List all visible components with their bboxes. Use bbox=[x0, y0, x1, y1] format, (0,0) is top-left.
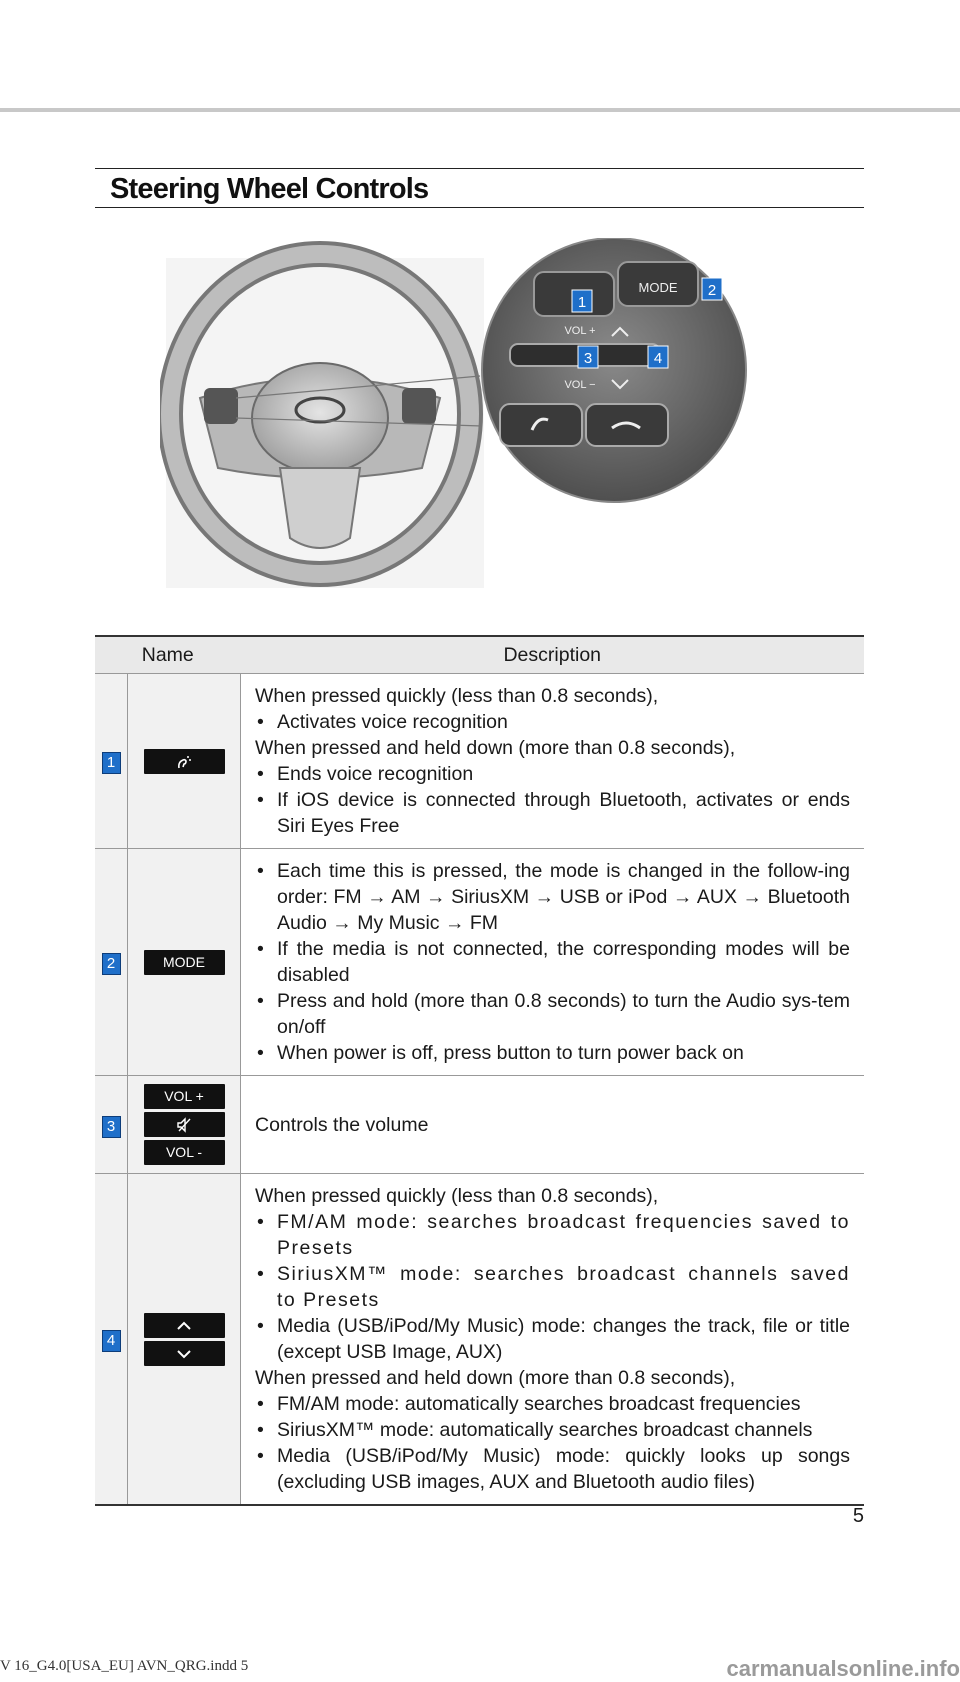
steering-wheel-figure bbox=[160, 238, 800, 588]
callout-2: 2 bbox=[708, 282, 716, 299]
desc-bullet: • Activates voice recognition bbox=[255, 709, 850, 735]
mode-button: MODE bbox=[144, 950, 225, 975]
section-title-box bbox=[95, 168, 864, 208]
row-number-badge: 4 bbox=[102, 1330, 121, 1352]
vol-down-button: VOL - bbox=[144, 1140, 225, 1165]
controls-table bbox=[95, 635, 864, 1506]
table-row bbox=[95, 1076, 864, 1174]
mute-icon bbox=[176, 1117, 192, 1133]
vol-up-button: VOL + bbox=[144, 1084, 225, 1109]
desc-bullet: • Each time this is pressed, the mode is changed in the follow-ing order: FM → AM → SiriusXM → USB or iPod → AUX → Bluetooth Audio → My Music → FM bbox=[255, 858, 850, 936]
page-title: Steering Wheel Controls bbox=[110, 173, 428, 206]
desc-line: When pressed and held down (more than 0.8 seconds), bbox=[255, 735, 850, 761]
mute-button bbox=[144, 1112, 225, 1137]
desc-bullet: • Media (USB/iPod/My Music) mode: changes the track, file or title (except USB Image, AUX) bbox=[255, 1313, 850, 1365]
table-row bbox=[95, 1174, 864, 1506]
row-number-badge: 2 bbox=[102, 953, 121, 975]
callout-3: 3 bbox=[584, 350, 592, 367]
callout-4: 4 bbox=[654, 350, 662, 367]
desc-bullet: • SiriusXM™ mode: searches broadcast channels saved to Presets bbox=[255, 1261, 850, 1313]
steering-wheel-illustration bbox=[166, 254, 484, 588]
chevron-up-icon bbox=[175, 1320, 193, 1332]
desc-bullet: • Ends voice recognition bbox=[255, 761, 850, 787]
desc-bullet: • Media (USB/iPod/My Music) mode: quickly looks up songs (excluding USB images, AUX and Bluetooth audio files) bbox=[255, 1443, 850, 1495]
chevron-down-icon bbox=[175, 1348, 193, 1360]
page-number: 5 bbox=[853, 1505, 864, 1528]
desc-line: When pressed quickly (less than 0.8 seconds), bbox=[255, 1183, 850, 1209]
desc-bullet: • FM/AM mode: automatically searches broadcast frequencies bbox=[255, 1391, 850, 1417]
top-rule bbox=[0, 108, 960, 112]
desc-bullet: • FM/AM mode: searches broadcast frequencies saved to Presets bbox=[255, 1209, 850, 1261]
desc-line: Controls the volume bbox=[255, 1112, 850, 1138]
table-row bbox=[95, 849, 864, 1076]
zoom-mode-label: MODE bbox=[639, 280, 678, 295]
desc-line: When pressed and held down (more than 0.8 seconds), bbox=[255, 1365, 850, 1391]
desc-bullet: • If iOS device is connected through Bluetooth, activates or ends Siri Eyes Free bbox=[255, 787, 850, 839]
desc-bullet: • If the media is not connected, the corresponding modes will be disabled bbox=[255, 936, 850, 988]
name-column-header: Name bbox=[95, 636, 241, 674]
row-number-badge: 3 bbox=[102, 1116, 121, 1138]
desc-bullet: • When power is off, press button to turn power back on bbox=[255, 1040, 850, 1066]
callout-1: 1 bbox=[578, 294, 586, 311]
table-row bbox=[95, 674, 864, 849]
zoom-vol-down-label: VOL − bbox=[564, 379, 595, 391]
control-zoom-illustration bbox=[482, 238, 746, 502]
desc-bullet: • SiriusXM™ mode: automatically searches broadcast channels bbox=[255, 1417, 850, 1443]
voice-recognition-button bbox=[144, 749, 225, 774]
zoom-vol-up-label: VOL + bbox=[564, 325, 595, 337]
voice-recognition-icon bbox=[176, 754, 192, 770]
desc-line: When pressed quickly (less than 0.8 seconds), bbox=[255, 683, 850, 709]
row-number-badge: 1 bbox=[102, 752, 121, 774]
desc-bullet: • Press and hold (more than 0.8 seconds) to turn the Audio sys-tem on/off bbox=[255, 988, 850, 1040]
table-header-row bbox=[95, 636, 864, 674]
description-column-header: Description bbox=[241, 636, 865, 674]
seek-up-button bbox=[144, 1313, 225, 1338]
watermark: carmanualsonline.info bbox=[727, 1656, 960, 1682]
footer-file-info: V 16_G4.0[USA_EU] AVN_QRG.indd 5 bbox=[0, 1658, 248, 1675]
seek-down-button bbox=[144, 1341, 225, 1366]
